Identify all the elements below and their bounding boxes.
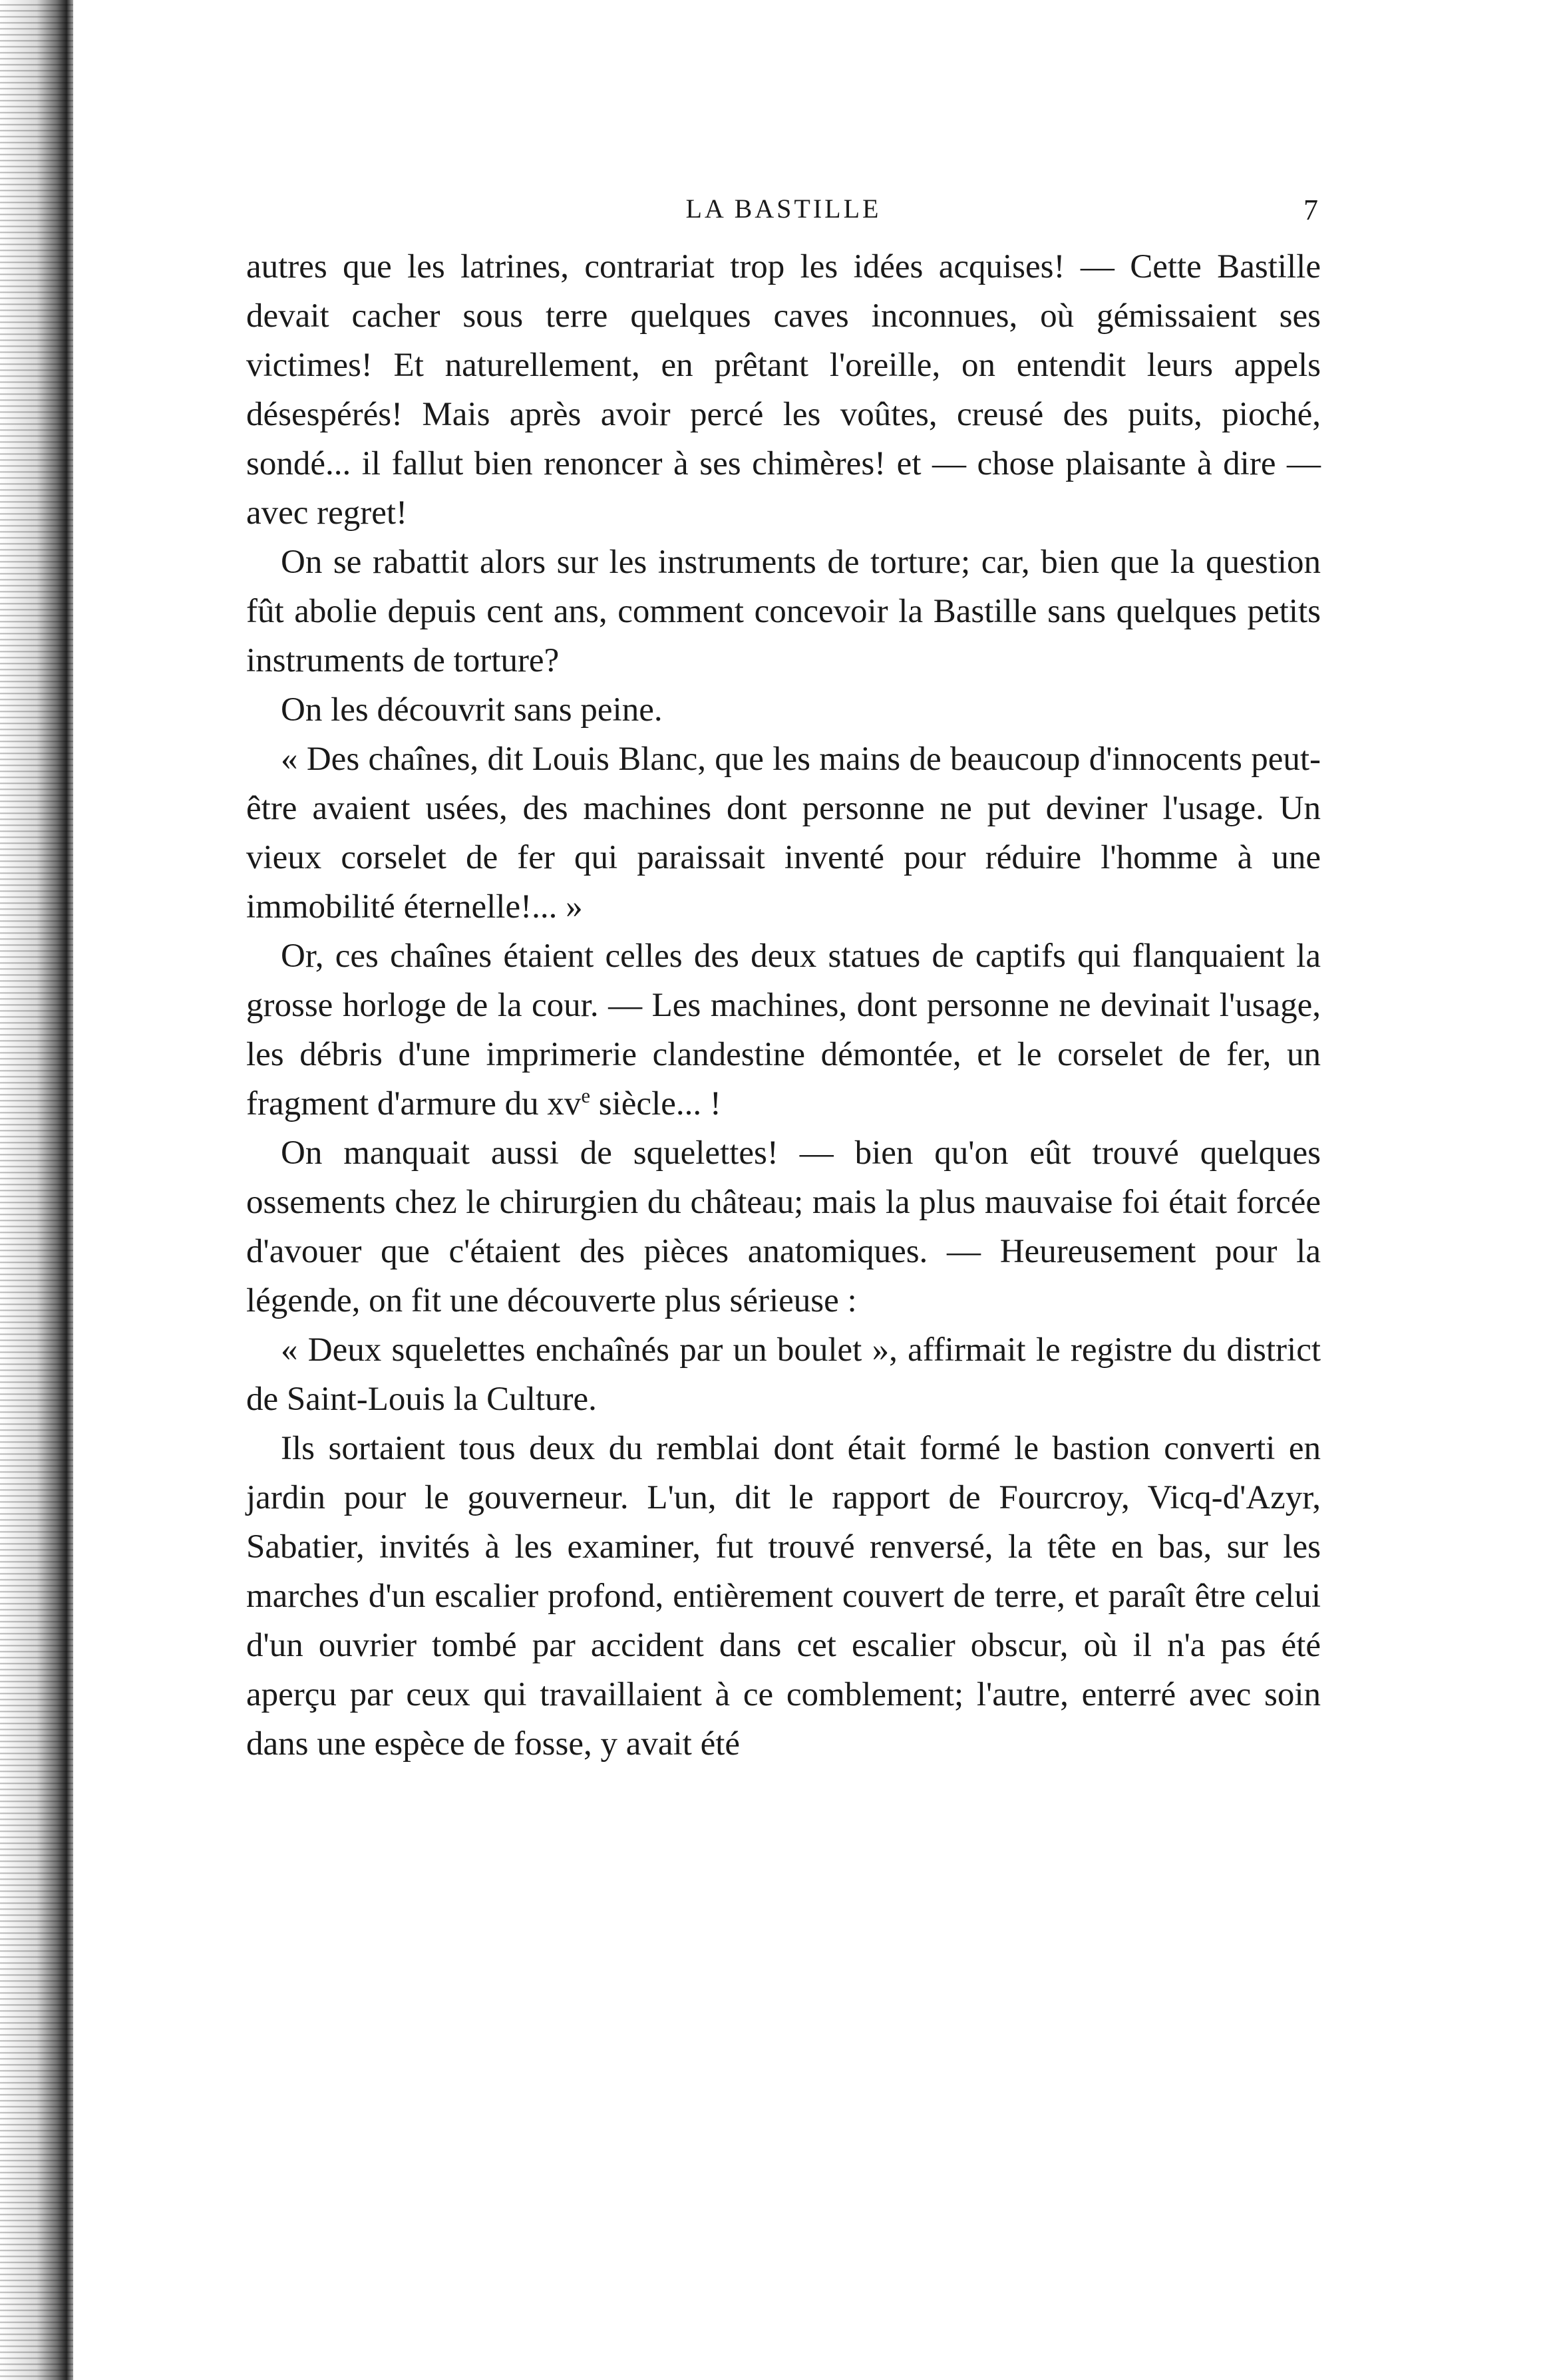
paragraph-3: On les découvrit sans peine. <box>281 691 663 729</box>
paragraph-2: On se rabattit alors sur les instruments de torture; car, bien que la question fût abolie depuis cent ans, comment concevoir la Bastille sans quelques petits instruments de torture? <box>246 544 1321 679</box>
paragraph-4: « Des chaînes, dit Louis Blanc, que les mains de beaucoup d'innocents peut-être avaient usées, des machines dont personne ne put deviner l'usage. Un vieux corselet de fer qui paraissait inventé pour réduire l'homme à une immobilité éternelle!... » <box>246 741 1321 926</box>
body-text <box>246 242 1321 1769</box>
running-title: LA BASTILLE <box>685 194 882 224</box>
book-binding-edge <box>0 0 73 2380</box>
paragraph-5-text-a: Or, ces chaînes étaient celles des deux statues de captifs qui flanquaient la grosse horloge de la cour. — Les machines, dont personne ne devinait l'usage, les débris d'une imprimerie clandestine démontée, et le corselet de fer, un fragment d'armure du xv <box>246 937 1321 1122</box>
paragraph-8: Ils sortaient tous deux du remblai dont était formé le bastion converti en jardin pour le gouverneur. L'un, dit le rapport de Fourcroy, Vicq-d'Azyr, Sabatier, invités à les examiner, fut trouvé renversé, la tête en bas, sur les marches d'un escalier profond, entièrement couvert de terre, et paraît être celui d'un ouvrier tombé par accident dans cet escalier obscur, où il n'a pas été aperçu par ceux qui travaillaient à ce comblement; l'autre, enterré avec soin dans une espèce de fosse, y avait été <box>246 1430 1321 1763</box>
running-head <box>246 180 1321 226</box>
page-number: 7 <box>1303 194 1321 226</box>
paragraph-5 <box>246 932 1321 1128</box>
paragraph-7: « Deux squelettes enchaînés par un boulet », affirmait le registre du district de Saint-Louis la Culture. <box>246 1331 1321 1418</box>
book-page <box>246 180 1321 1769</box>
paragraph-5-text-b: siècle... ! <box>590 1085 721 1122</box>
paragraph-1: autres que les latrines, contrariat trop les idées acquises! — Cette Bastille devait cacher sous terre quelques caves inconnues, où gémissaient ses victimes! Et naturellement, en prêtant l'oreille, on entendit leurs appels désespérés! Mais après avoir percé les voûtes, creusé des puits, pioché, sondé... il fallut bien renoncer à ses chimères! et — chose plaisante à dire — avec regret! <box>246 248 1321 532</box>
paragraph-6: On manquait aussi de squelettes! — bien qu'on eût trouvé quelques ossements chez le chirurgien du château; mais la plus mauvaise foi était forcée d'avouer que c'étaient des pièces anatomiques. — Heureusement pour la légende, on fit une découverte plus sérieuse : <box>246 1134 1321 1319</box>
century-superscript: e <box>581 1085 591 1107</box>
